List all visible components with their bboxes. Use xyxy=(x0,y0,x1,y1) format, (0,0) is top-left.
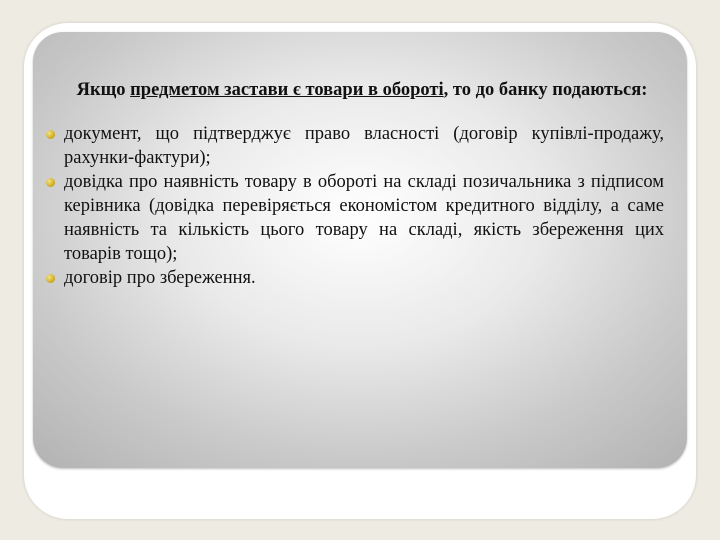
heading-ending: , то до банку подаються: xyxy=(443,80,648,100)
heading-underlined-phrase: предметом застави є товари в обороті xyxy=(130,80,444,100)
heading-intro: Якщо xyxy=(76,80,131,100)
bullet-dot-icon xyxy=(46,274,55,283)
bullet-dot-icon xyxy=(46,178,55,187)
slide-content xyxy=(60,78,664,290)
list-item-text: документ, що підтверджує право власності (договір купівлі-продажу, рахунки-фактури); xyxy=(64,124,664,168)
bullet-dot-icon xyxy=(46,130,55,139)
bullet-list xyxy=(60,122,664,290)
slide-heading xyxy=(60,78,664,102)
list-item xyxy=(60,170,664,266)
list-item xyxy=(60,122,664,170)
list-item xyxy=(60,266,664,290)
list-item-text: довідка про наявність товару в обороті на складі позичальника з підписом керівника (довідка перевіряється економістом кредитного відділу, а саме наявність та кількість цього товару на складі, якість збереження цих товарів тощо); xyxy=(64,172,664,264)
list-item-text: договір про збереження. xyxy=(64,268,256,288)
